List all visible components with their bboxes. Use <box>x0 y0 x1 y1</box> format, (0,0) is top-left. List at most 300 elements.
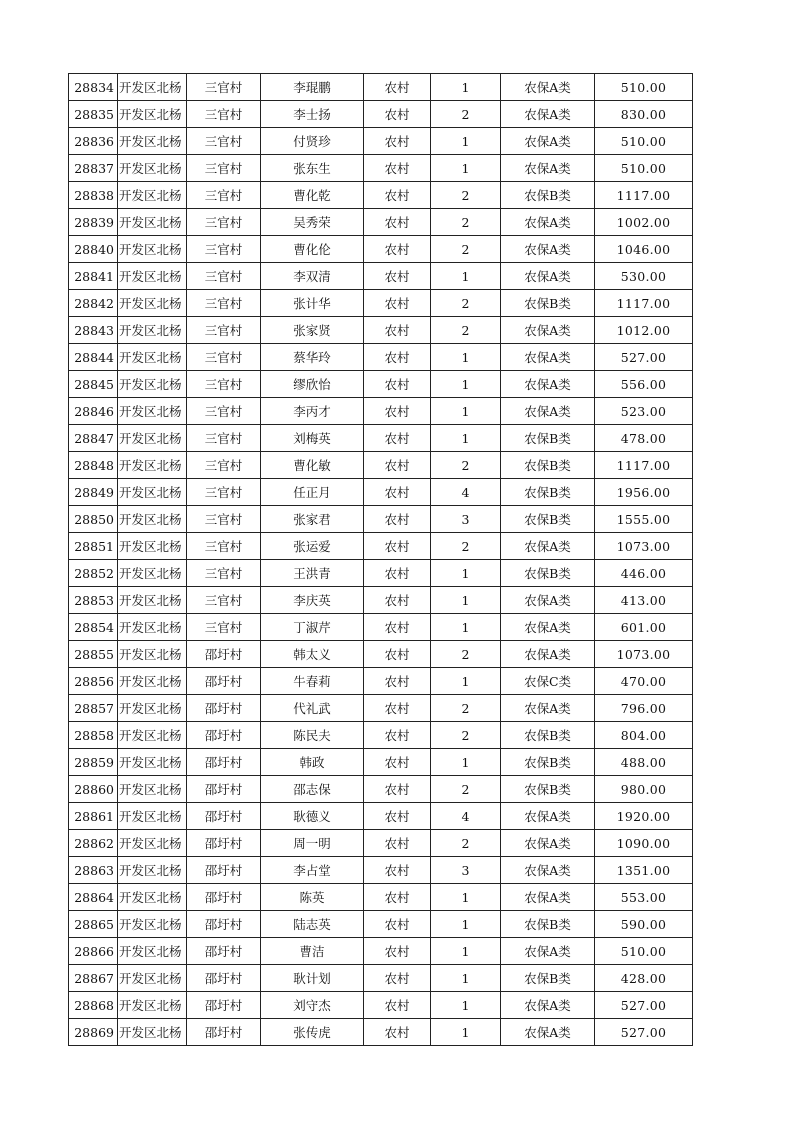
insurance-class-cell: 农保A类 <box>501 641 595 668</box>
insurance-class-cell: 农保A类 <box>501 992 595 1019</box>
amount-cell: 510.00 <box>595 155 693 182</box>
household-count-cell: 1 <box>431 425 501 452</box>
table-row <box>69 749 693 776</box>
area-type-cell: 农村 <box>364 749 431 776</box>
name-cell: 付贤珍 <box>261 128 364 155</box>
village-cell: 三官村 <box>187 398 261 425</box>
amount-cell: 1117.00 <box>595 290 693 317</box>
name-cell: 曹化乾 <box>261 182 364 209</box>
region-cell: 开发区北杨 <box>118 155 187 182</box>
insurance-class-cell: 农保B类 <box>501 182 595 209</box>
region-cell: 开发区北杨 <box>118 911 187 938</box>
insurance-class-cell: 农保A类 <box>501 884 595 911</box>
amount-cell: 527.00 <box>595 344 693 371</box>
name-cell: 王洪青 <box>261 560 364 587</box>
table-row <box>69 857 693 884</box>
table-row <box>69 722 693 749</box>
name-cell: 陆志英 <box>261 911 364 938</box>
insurance-class-cell: 农保B类 <box>501 479 595 506</box>
village-cell: 三官村 <box>187 425 261 452</box>
amount-cell: 488.00 <box>595 749 693 776</box>
insurance-class-cell: 农保A类 <box>501 155 595 182</box>
table-row <box>69 182 693 209</box>
village-cell: 三官村 <box>187 560 261 587</box>
region-cell: 开发区北杨 <box>118 803 187 830</box>
region-cell: 开发区北杨 <box>118 830 187 857</box>
household-count-cell: 2 <box>431 452 501 479</box>
amount-cell: 510.00 <box>595 938 693 965</box>
insurance-class-cell: 农保A类 <box>501 857 595 884</box>
amount-cell: 1073.00 <box>595 641 693 668</box>
record-id-cell: 28851 <box>69 533 118 560</box>
name-cell: 韩政 <box>261 749 364 776</box>
area-type-cell: 农村 <box>364 236 431 263</box>
village-cell: 三官村 <box>187 290 261 317</box>
table-row <box>69 641 693 668</box>
insurance-class-cell: 农保A类 <box>501 695 595 722</box>
region-cell: 开发区北杨 <box>118 533 187 560</box>
table-row <box>69 209 693 236</box>
village-cell: 三官村 <box>187 452 261 479</box>
amount-cell: 470.00 <box>595 668 693 695</box>
region-cell: 开发区北杨 <box>118 938 187 965</box>
region-cell: 开发区北杨 <box>118 668 187 695</box>
name-cell: 吴秀荣 <box>261 209 364 236</box>
household-count-cell: 1 <box>431 992 501 1019</box>
insurance-class-cell: 农保A类 <box>501 1019 595 1046</box>
amount-cell: 601.00 <box>595 614 693 641</box>
area-type-cell: 农村 <box>364 344 431 371</box>
record-id-cell: 28841 <box>69 263 118 290</box>
amount-cell: 1090.00 <box>595 830 693 857</box>
name-cell: 邵志保 <box>261 776 364 803</box>
insurance-class-cell: 农保A类 <box>501 398 595 425</box>
record-id-cell: 28839 <box>69 209 118 236</box>
village-cell: 邵圩村 <box>187 830 261 857</box>
table-row <box>69 452 693 479</box>
insurance-class-cell: 农保A类 <box>501 209 595 236</box>
name-cell: 张家贤 <box>261 317 364 344</box>
record-id-cell: 28862 <box>69 830 118 857</box>
insurance-class-cell: 农保A类 <box>501 803 595 830</box>
amount-cell: 1073.00 <box>595 533 693 560</box>
name-cell: 蔡华玲 <box>261 344 364 371</box>
area-type-cell: 农村 <box>364 506 431 533</box>
region-cell: 开发区北杨 <box>118 587 187 614</box>
household-count-cell: 2 <box>431 290 501 317</box>
insurance-class-cell: 农保A类 <box>501 263 595 290</box>
area-type-cell: 农村 <box>364 317 431 344</box>
household-count-cell: 1 <box>431 155 501 182</box>
household-count-cell: 2 <box>431 101 501 128</box>
insurance-class-cell: 农保B类 <box>501 965 595 992</box>
region-cell: 开发区北杨 <box>118 317 187 344</box>
village-cell: 邵圩村 <box>187 992 261 1019</box>
name-cell: 张家君 <box>261 506 364 533</box>
household-count-cell: 1 <box>431 911 501 938</box>
village-cell: 三官村 <box>187 182 261 209</box>
insurance-class-cell: 农保A类 <box>501 533 595 560</box>
table-row <box>69 533 693 560</box>
name-cell: 李庆英 <box>261 587 364 614</box>
village-cell: 邵圩村 <box>187 776 261 803</box>
region-cell: 开发区北杨 <box>118 371 187 398</box>
household-count-cell: 1 <box>431 668 501 695</box>
region-cell: 开发区北杨 <box>118 128 187 155</box>
area-type-cell: 农村 <box>364 209 431 236</box>
area-type-cell: 农村 <box>364 371 431 398</box>
village-cell: 三官村 <box>187 155 261 182</box>
amount-cell: 804.00 <box>595 722 693 749</box>
amount-cell: 556.00 <box>595 371 693 398</box>
amount-cell: 830.00 <box>595 101 693 128</box>
insurance-class-cell: 农保B类 <box>501 452 595 479</box>
record-id-cell: 28856 <box>69 668 118 695</box>
insurance-class-cell: 农保B类 <box>501 560 595 587</box>
record-id-cell: 28865 <box>69 911 118 938</box>
table-row <box>69 560 693 587</box>
household-count-cell: 2 <box>431 533 501 560</box>
village-cell: 三官村 <box>187 263 261 290</box>
table-row <box>69 479 693 506</box>
household-count-cell: 1 <box>431 371 501 398</box>
household-count-cell: 1 <box>431 74 501 101</box>
household-count-cell: 4 <box>431 803 501 830</box>
table-row <box>69 155 693 182</box>
table-row <box>69 614 693 641</box>
amount-cell: 478.00 <box>595 425 693 452</box>
table-row <box>69 992 693 1019</box>
household-count-cell: 1 <box>431 938 501 965</box>
village-cell: 邵圩村 <box>187 911 261 938</box>
village-cell: 邵圩村 <box>187 1019 261 1046</box>
amount-cell: 413.00 <box>595 587 693 614</box>
area-type-cell: 农村 <box>364 938 431 965</box>
insurance-class-cell: 农保A类 <box>501 74 595 101</box>
name-cell: 李双清 <box>261 263 364 290</box>
name-cell: 刘梅英 <box>261 425 364 452</box>
insurance-class-cell: 农保A类 <box>501 830 595 857</box>
table-row <box>69 101 693 128</box>
record-id-cell: 28868 <box>69 992 118 1019</box>
table-row <box>69 128 693 155</box>
amount-cell: 527.00 <box>595 1019 693 1046</box>
village-cell: 三官村 <box>187 128 261 155</box>
record-id-cell: 28854 <box>69 614 118 641</box>
household-count-cell: 2 <box>431 695 501 722</box>
name-cell: 李占堂 <box>261 857 364 884</box>
region-cell: 开发区北杨 <box>118 209 187 236</box>
name-cell: 耿计划 <box>261 965 364 992</box>
household-count-cell: 2 <box>431 776 501 803</box>
household-count-cell: 2 <box>431 830 501 857</box>
amount-cell: 428.00 <box>595 965 693 992</box>
table-row <box>69 938 693 965</box>
amount-cell: 530.00 <box>595 263 693 290</box>
record-id-cell: 28834 <box>69 74 118 101</box>
record-id-cell: 28867 <box>69 965 118 992</box>
household-count-cell: 1 <box>431 398 501 425</box>
table-row <box>69 911 693 938</box>
amount-cell: 1046.00 <box>595 236 693 263</box>
village-cell: 邵圩村 <box>187 803 261 830</box>
insurance-class-cell: 农保B类 <box>501 425 595 452</box>
village-cell: 三官村 <box>187 614 261 641</box>
household-count-cell: 1 <box>431 1019 501 1046</box>
household-count-cell: 2 <box>431 236 501 263</box>
insurance-class-cell: 农保A类 <box>501 344 595 371</box>
village-cell: 三官村 <box>187 479 261 506</box>
record-id-cell: 28840 <box>69 236 118 263</box>
name-cell: 李丙才 <box>261 398 364 425</box>
insurance-class-cell: 农保B类 <box>501 911 595 938</box>
area-type-cell: 农村 <box>364 776 431 803</box>
region-cell: 开发区北杨 <box>118 101 187 128</box>
region-cell: 开发区北杨 <box>118 182 187 209</box>
amount-cell: 1920.00 <box>595 803 693 830</box>
region-cell: 开发区北杨 <box>118 479 187 506</box>
household-count-cell: 1 <box>431 344 501 371</box>
name-cell: 耿德义 <box>261 803 364 830</box>
amount-cell: 1117.00 <box>595 182 693 209</box>
household-count-cell: 2 <box>431 641 501 668</box>
table-row <box>69 506 693 533</box>
insurance-class-cell: 农保B类 <box>501 776 595 803</box>
record-id-cell: 28859 <box>69 749 118 776</box>
insurance-class-cell: 农保A类 <box>501 371 595 398</box>
household-count-cell: 2 <box>431 209 501 236</box>
record-id-cell: 28846 <box>69 398 118 425</box>
region-cell: 开发区北杨 <box>118 506 187 533</box>
record-id-cell: 28860 <box>69 776 118 803</box>
household-count-cell: 3 <box>431 506 501 533</box>
region-cell: 开发区北杨 <box>118 263 187 290</box>
village-cell: 三官村 <box>187 74 261 101</box>
amount-cell: 527.00 <box>595 992 693 1019</box>
village-cell: 三官村 <box>187 587 261 614</box>
household-count-cell: 3 <box>431 857 501 884</box>
household-count-cell: 4 <box>431 479 501 506</box>
name-cell: 张东生 <box>261 155 364 182</box>
record-id-cell: 28861 <box>69 803 118 830</box>
amount-cell: 510.00 <box>595 128 693 155</box>
region-cell: 开发区北杨 <box>118 425 187 452</box>
amount-cell: 796.00 <box>595 695 693 722</box>
village-cell: 三官村 <box>187 101 261 128</box>
amount-cell: 1117.00 <box>595 452 693 479</box>
insurance-class-cell: 农保A类 <box>501 236 595 263</box>
table-row <box>69 587 693 614</box>
record-id-cell: 28842 <box>69 290 118 317</box>
name-cell: 代礼武 <box>261 695 364 722</box>
region-cell: 开发区北杨 <box>118 1019 187 1046</box>
insurance-class-cell: 农保B类 <box>501 749 595 776</box>
name-cell: 陈民夫 <box>261 722 364 749</box>
village-cell: 邵圩村 <box>187 641 261 668</box>
village-cell: 三官村 <box>187 506 261 533</box>
village-cell: 三官村 <box>187 236 261 263</box>
village-cell: 邵圩村 <box>187 695 261 722</box>
record-id-cell: 28838 <box>69 182 118 209</box>
village-cell: 邵圩村 <box>187 965 261 992</box>
area-type-cell: 农村 <box>364 155 431 182</box>
insurance-class-cell: 农保A类 <box>501 587 595 614</box>
household-count-cell: 1 <box>431 965 501 992</box>
region-cell: 开发区北杨 <box>118 290 187 317</box>
household-count-cell: 2 <box>431 182 501 209</box>
record-id-cell: 28845 <box>69 371 118 398</box>
record-id-cell: 28852 <box>69 560 118 587</box>
area-type-cell: 农村 <box>364 425 431 452</box>
household-count-cell: 1 <box>431 884 501 911</box>
area-type-cell: 农村 <box>364 263 431 290</box>
name-cell: 张传虎 <box>261 1019 364 1046</box>
name-cell: 牛春莉 <box>261 668 364 695</box>
table-row <box>69 803 693 830</box>
village-cell: 邵圩村 <box>187 884 261 911</box>
household-count-cell: 2 <box>431 317 501 344</box>
table-row <box>69 398 693 425</box>
insurance-class-cell: 农保A类 <box>501 938 595 965</box>
amount-cell: 1012.00 <box>595 317 693 344</box>
area-type-cell: 农村 <box>364 641 431 668</box>
insurance-class-cell: 农保C类 <box>501 668 595 695</box>
name-cell: 刘守杰 <box>261 992 364 1019</box>
area-type-cell: 农村 <box>364 695 431 722</box>
region-cell: 开发区北杨 <box>118 614 187 641</box>
household-count-cell: 2 <box>431 722 501 749</box>
insurance-class-cell: 农保A类 <box>501 317 595 344</box>
amount-cell: 1956.00 <box>595 479 693 506</box>
record-id-cell: 28857 <box>69 695 118 722</box>
area-type-cell: 农村 <box>364 182 431 209</box>
village-cell: 邵圩村 <box>187 938 261 965</box>
area-type-cell: 农村 <box>364 857 431 884</box>
region-cell: 开发区北杨 <box>118 74 187 101</box>
name-cell: 丁淑芹 <box>261 614 364 641</box>
table-row <box>69 371 693 398</box>
table-row <box>69 668 693 695</box>
village-cell: 邵圩村 <box>187 749 261 776</box>
area-type-cell: 农村 <box>364 668 431 695</box>
insurance-class-cell: 农保A类 <box>501 101 595 128</box>
region-cell: 开发区北杨 <box>118 344 187 371</box>
record-id-cell: 28863 <box>69 857 118 884</box>
name-cell: 曹化伦 <box>261 236 364 263</box>
area-type-cell: 农村 <box>364 74 431 101</box>
village-cell: 三官村 <box>187 317 261 344</box>
area-type-cell: 农村 <box>364 128 431 155</box>
region-cell: 开发区北杨 <box>118 695 187 722</box>
area-type-cell: 农村 <box>364 884 431 911</box>
insurance-class-cell: 农保B类 <box>501 290 595 317</box>
name-cell: 张运爱 <box>261 533 364 560</box>
record-id-cell: 28853 <box>69 587 118 614</box>
amount-cell: 446.00 <box>595 560 693 587</box>
region-cell: 开发区北杨 <box>118 749 187 776</box>
name-cell: 缪欣怡 <box>261 371 364 398</box>
household-count-cell: 1 <box>431 128 501 155</box>
name-cell: 李士扬 <box>261 101 364 128</box>
village-cell: 邵圩村 <box>187 722 261 749</box>
area-type-cell: 农村 <box>364 614 431 641</box>
table-row <box>69 344 693 371</box>
household-count-cell: 1 <box>431 560 501 587</box>
area-type-cell: 农村 <box>364 452 431 479</box>
area-type-cell: 农村 <box>364 803 431 830</box>
region-cell: 开发区北杨 <box>118 641 187 668</box>
table-row <box>69 830 693 857</box>
region-cell: 开发区北杨 <box>118 560 187 587</box>
amount-cell: 523.00 <box>595 398 693 425</box>
area-type-cell: 农村 <box>364 722 431 749</box>
table-row <box>69 695 693 722</box>
region-cell: 开发区北杨 <box>118 236 187 263</box>
name-cell: 曹洁 <box>261 938 364 965</box>
table-row <box>69 290 693 317</box>
amount-cell: 980.00 <box>595 776 693 803</box>
area-type-cell: 农村 <box>364 1019 431 1046</box>
amount-cell: 510.00 <box>595 74 693 101</box>
data-table <box>68 73 693 1046</box>
record-id-cell: 28866 <box>69 938 118 965</box>
record-id-cell: 28844 <box>69 344 118 371</box>
area-type-cell: 农村 <box>364 533 431 560</box>
amount-cell: 1351.00 <box>595 857 693 884</box>
area-type-cell: 农村 <box>364 479 431 506</box>
record-id-cell: 28848 <box>69 452 118 479</box>
area-type-cell: 农村 <box>364 992 431 1019</box>
table-row <box>69 776 693 803</box>
village-cell: 三官村 <box>187 371 261 398</box>
area-type-cell: 农村 <box>364 965 431 992</box>
household-count-cell: 1 <box>431 587 501 614</box>
name-cell: 曹化敏 <box>261 452 364 479</box>
area-type-cell: 农村 <box>364 587 431 614</box>
region-cell: 开发区北杨 <box>118 452 187 479</box>
amount-cell: 1555.00 <box>595 506 693 533</box>
record-id-cell: 28837 <box>69 155 118 182</box>
name-cell: 陈英 <box>261 884 364 911</box>
region-cell: 开发区北杨 <box>118 884 187 911</box>
region-cell: 开发区北杨 <box>118 722 187 749</box>
household-count-cell: 1 <box>431 749 501 776</box>
record-id-cell: 28858 <box>69 722 118 749</box>
insurance-class-cell: 农保B类 <box>501 506 595 533</box>
area-type-cell: 农村 <box>364 398 431 425</box>
village-cell: 三官村 <box>187 209 261 236</box>
village-cell: 三官村 <box>187 533 261 560</box>
table-body <box>69 74 693 1046</box>
name-cell: 周一明 <box>261 830 364 857</box>
area-type-cell: 农村 <box>364 830 431 857</box>
table-row <box>69 425 693 452</box>
insurance-class-cell: 农保B类 <box>501 722 595 749</box>
record-id-cell: 28835 <box>69 101 118 128</box>
record-id-cell: 28847 <box>69 425 118 452</box>
area-type-cell: 农村 <box>364 560 431 587</box>
village-cell: 邵圩村 <box>187 857 261 884</box>
household-count-cell: 1 <box>431 614 501 641</box>
region-cell: 开发区北杨 <box>118 398 187 425</box>
table-row <box>69 317 693 344</box>
region-cell: 开发区北杨 <box>118 965 187 992</box>
region-cell: 开发区北杨 <box>118 992 187 1019</box>
record-id-cell: 28843 <box>69 317 118 344</box>
record-id-cell: 28849 <box>69 479 118 506</box>
area-type-cell: 农村 <box>364 290 431 317</box>
record-id-cell: 28836 <box>69 128 118 155</box>
